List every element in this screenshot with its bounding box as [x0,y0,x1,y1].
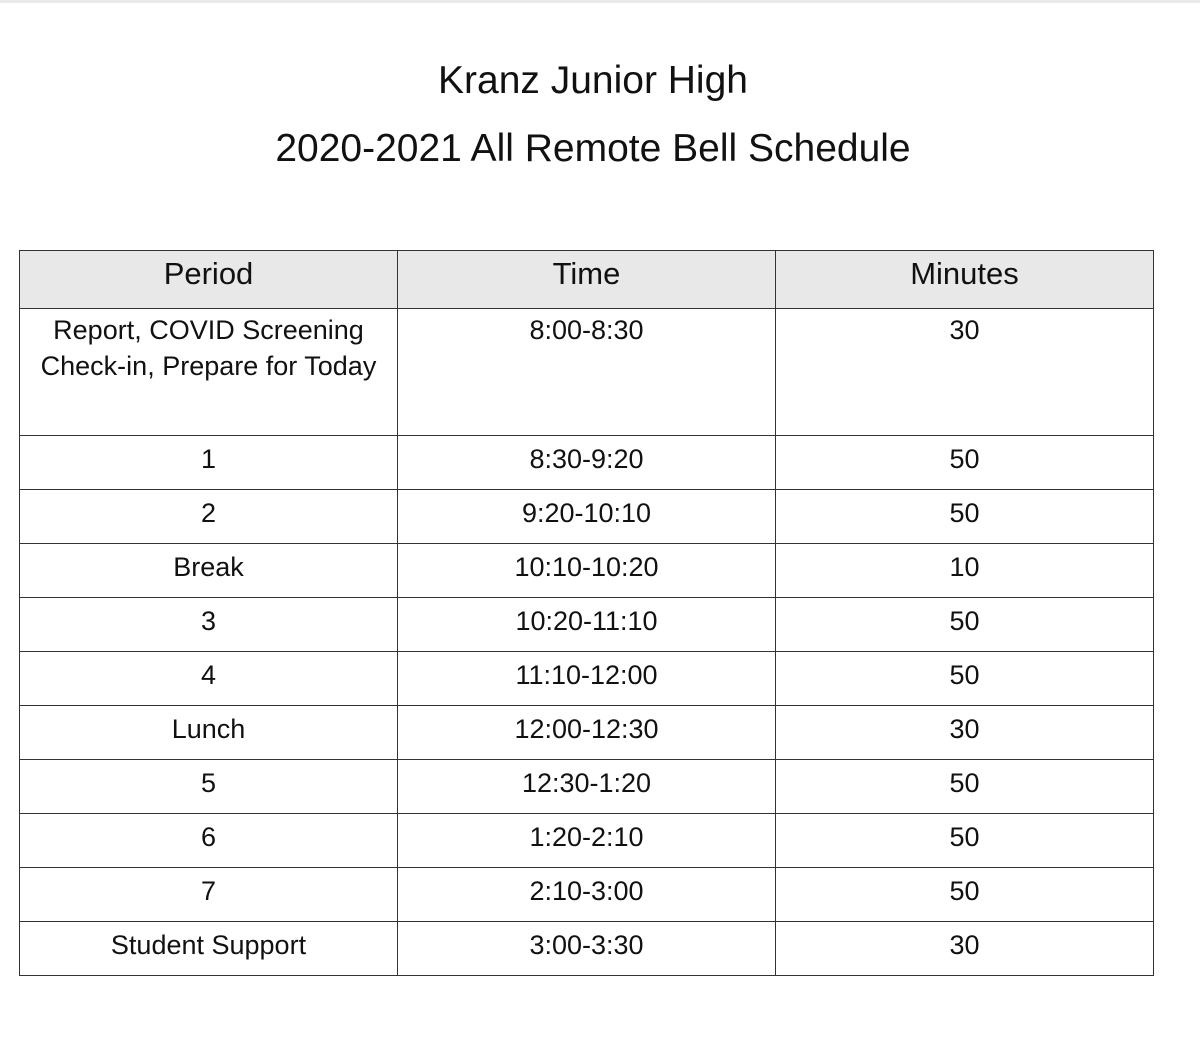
period-cell: Student Support [20,922,398,976]
period-cell: 1 [20,436,398,490]
period-cell: 2 [20,490,398,544]
school-name: Kranz Junior High [438,59,748,102]
table-row [20,436,1154,490]
table-row [20,814,1154,868]
period-cell: 7 [20,868,398,922]
minutes-cell: 50 [776,436,1154,490]
time-cell: 10:20-11:10 [398,598,776,652]
table-row [20,490,1154,544]
time-cell: 2:10-3:00 [398,868,776,922]
period-cell: Break [20,544,398,598]
minutes-cell: 50 [776,598,1154,652]
table-row [20,544,1154,598]
minutes-cell: 50 [776,652,1154,706]
period-cell: 3 [20,598,398,652]
time-cell: 10:10-10:20 [398,544,776,598]
schedule-title: 2020-2021 All Remote Bell Schedule [275,127,911,170]
time-cell: 8:30-9:20 [398,436,776,490]
time-cell: 12:30-1:20 [398,760,776,814]
table-row [20,309,1154,436]
minutes-cell: 50 [776,814,1154,868]
bell-schedule-table [19,250,1154,976]
minutes-cell: 50 [776,868,1154,922]
minutes-cell: 10 [776,544,1154,598]
column-header-period: Period [20,251,398,309]
column-header-minutes: Minutes [776,251,1154,309]
minutes-cell: 30 [776,922,1154,976]
time-cell: 3:00-3:30 [398,922,776,976]
period-cell: Report, COVID Screening Check-in, Prepare for Today [20,309,398,436]
time-cell: 8:00-8:30 [398,309,776,436]
minutes-cell: 50 [776,760,1154,814]
table-row [20,760,1154,814]
minutes-cell: 30 [776,706,1154,760]
time-cell: 11:10-12:00 [398,652,776,706]
table-row [20,706,1154,760]
period-cell: Lunch [20,706,398,760]
time-cell: 12:00-12:30 [398,706,776,760]
table-row [20,598,1154,652]
table-row [20,922,1154,976]
minutes-cell: 30 [776,309,1154,436]
top-rule [0,0,1200,3]
period-cell: 5 [20,760,398,814]
column-header-time: Time [398,251,776,309]
table-row [20,652,1154,706]
table-header-row [20,251,1154,309]
minutes-cell: 50 [776,490,1154,544]
period-cell: 4 [20,652,398,706]
table-row [20,868,1154,922]
time-cell: 1:20-2:10 [398,814,776,868]
time-cell: 9:20-10:10 [398,490,776,544]
period-cell: 6 [20,814,398,868]
